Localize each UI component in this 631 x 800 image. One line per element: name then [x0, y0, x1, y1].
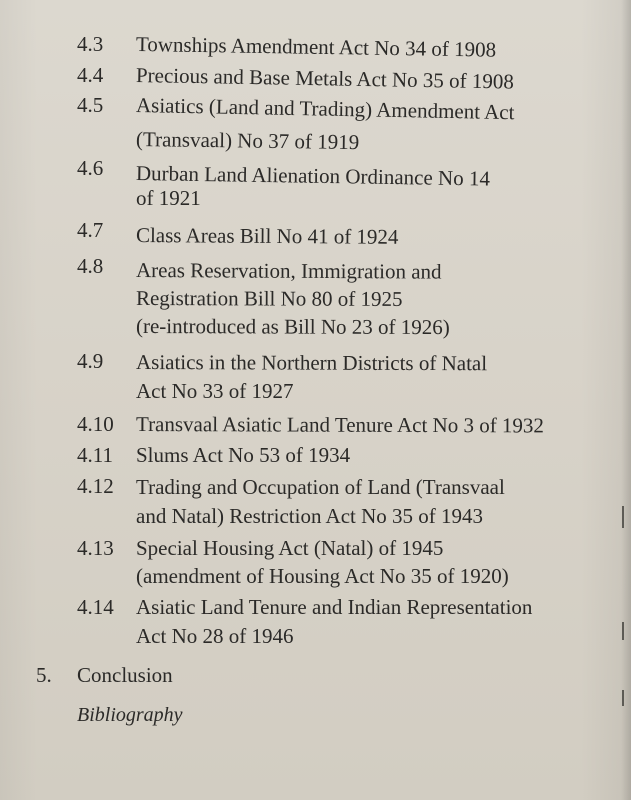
toc-entry-title: Durban Land Alienation Ordinance No 14 — [135, 161, 491, 191]
toc-entry-title: Act No 33 of 1927 — [136, 379, 294, 403]
toc-entry-title: Registration Bill No 80 of 1925 — [135, 286, 403, 311]
toc-entry-title: (amendment of Housing Act No 35 of 1920) — [136, 564, 509, 588]
toc-entry-title: (Transvaal) No 37 of 1919 — [135, 127, 360, 155]
toc-entry-title: Asiatics in the Northern Districts of Natal — [135, 350, 488, 376]
toc-entry-number: 4.5 — [77, 93, 104, 117]
margin-mark — [622, 622, 624, 640]
toc-entry-number: 4.8 — [77, 254, 104, 278]
toc-entry-title: Precious and Base Metals Act No 35 of 1908 — [135, 63, 515, 94]
toc-entry-number: 4.14 — [77, 595, 114, 619]
toc-entry-number: 4.11 — [77, 443, 113, 467]
toc-entry-number: 4.10 — [77, 412, 114, 436]
toc-entry-title: Transvaal Asiatic Land Tenure Act No 3 of 1932 — [135, 412, 545, 438]
toc-entry-title: Act No 28 of 1946 — [136, 624, 294, 648]
toc-entry-title: and Natal) Restriction Act No 35 of 1943 — [136, 504, 484, 528]
bibliography-heading: Bibliography — [77, 704, 183, 726]
toc-entry-title: (re-introduced as Bill No 23 of 1926) — [135, 314, 450, 340]
toc-entry-number: 4.4 — [77, 63, 104, 87]
section-title: Conclusion — [77, 663, 173, 687]
toc-entry-title: Trading and Occupation of Land (Transvaal — [136, 475, 505, 499]
toc-entry-title: Asiatic Land Tenure and Indian Representation — [136, 595, 533, 619]
toc-entry-number: 4.13 — [77, 536, 114, 560]
toc-entry-number: 4.9 — [77, 349, 104, 373]
toc-entry-title: Slums Act No 53 of 1934 — [136, 443, 351, 467]
toc-entry-number: 4.12 — [77, 474, 114, 498]
toc-entry-title: Townships Amendment Act No 34 of 1908 — [135, 32, 497, 62]
toc-entry-number: 4.3 — [77, 32, 104, 56]
toc-entry-number: 4.6 — [77, 156, 104, 180]
toc-entry-number: 4.7 — [77, 218, 104, 242]
section-number: 5. — [36, 663, 52, 687]
toc-entry-title: Class Areas Bill No 41 of 1924 — [135, 223, 399, 249]
toc-entry-title: Special Housing Act (Natal) of 1945 — [136, 536, 444, 560]
toc-entry-title: Areas Reservation, Immigration and — [135, 258, 442, 284]
margin-mark — [622, 690, 624, 706]
toc-entry-title: Asiatics (Land and Trading) Amendment Act — [135, 93, 515, 125]
page-edge-shadow — [621, 0, 631, 800]
margin-mark — [622, 506, 624, 528]
toc-entry-title: of 1921 — [136, 186, 201, 210]
